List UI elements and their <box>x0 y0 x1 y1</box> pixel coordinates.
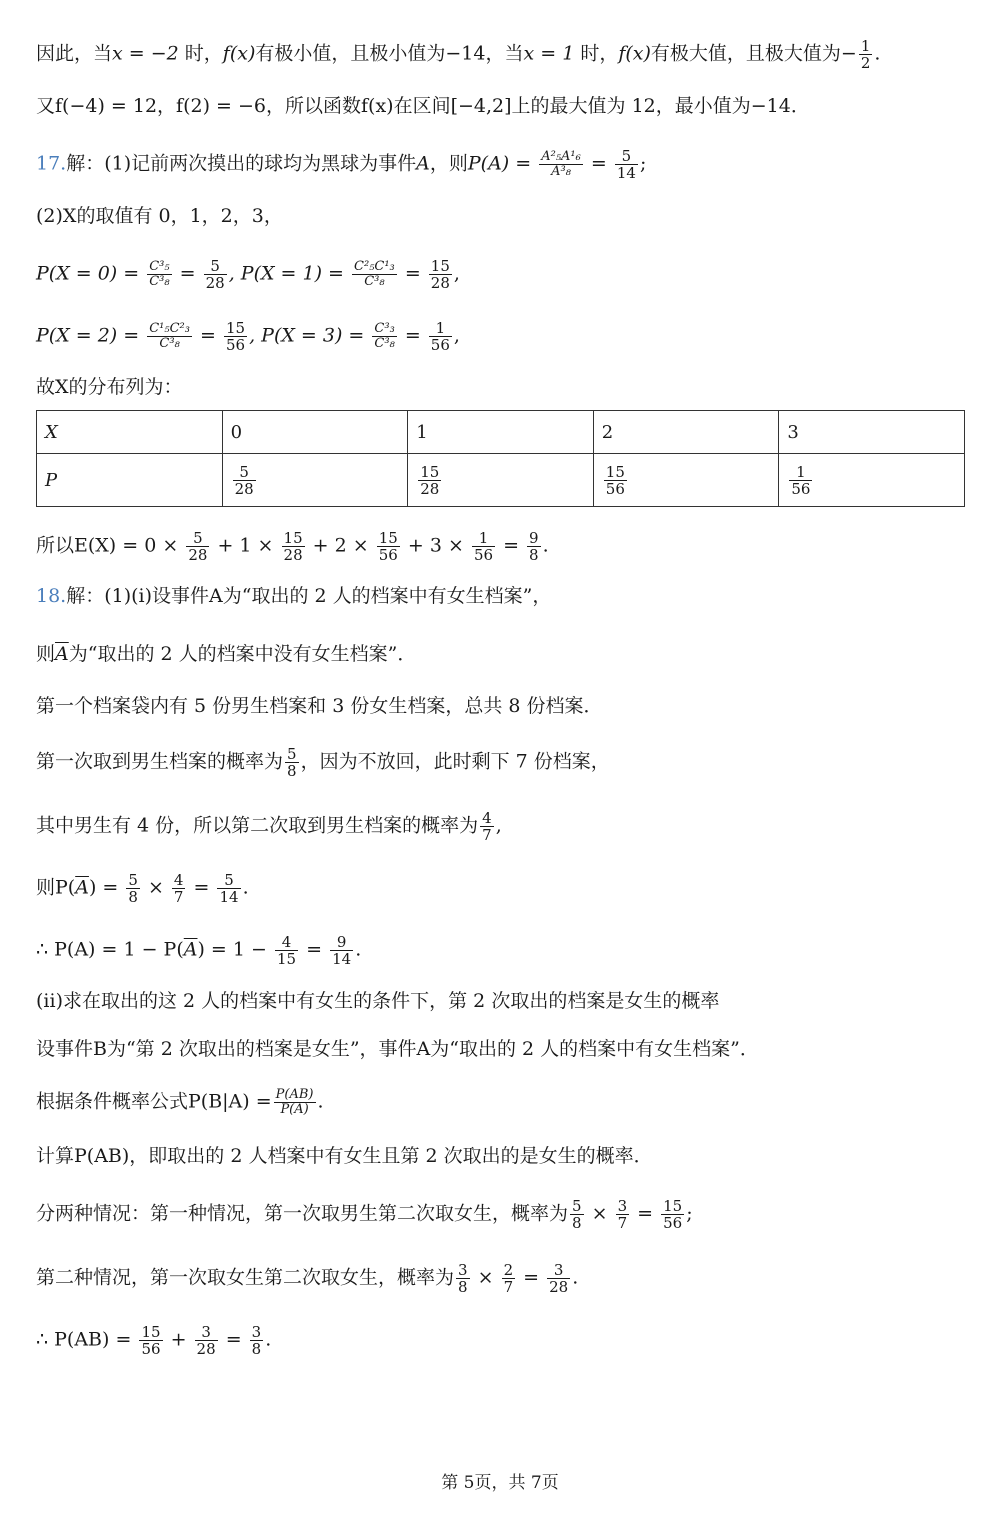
denominator: 15 <box>277 950 297 968</box>
numerator: 3 <box>547 1262 570 1279</box>
denominator: 28 <box>196 1340 216 1358</box>
line-px2-px3 <box>36 320 460 353</box>
denominator: 7 <box>482 826 492 844</box>
text: ，则 <box>429 152 468 175</box>
denominator: 56 <box>605 479 625 498</box>
fraction <box>285 746 299 779</box>
text: = <box>200 324 216 347</box>
numerator: 2 <box>503 1261 514 1279</box>
text: + <box>170 1328 187 1351</box>
fraction <box>139 1324 162 1357</box>
table-cell: 0 <box>222 411 408 454</box>
line-first-draw <box>36 746 610 779</box>
math: $\overline{A}$ <box>75 876 89 899</box>
fraction <box>330 934 353 967</box>
question-number-17: 17. <box>36 152 67 175</box>
text: 则 <box>36 643 56 665</box>
denominator: C³₈ <box>159 336 180 351</box>
numerator: 9 <box>330 934 353 951</box>
line-p-ab <box>36 1324 271 1357</box>
math: x = 1 <box>523 42 575 65</box>
fraction <box>352 260 397 289</box>
fraction <box>377 530 400 563</box>
denominator: 56 <box>663 1214 683 1232</box>
fraction <box>539 150 583 179</box>
fraction <box>616 1198 630 1231</box>
fraction <box>282 530 305 563</box>
numerator: 4 <box>173 871 184 889</box>
numerator: 3 <box>458 1261 468 1279</box>
fraction <box>186 530 209 563</box>
fraction <box>147 260 171 289</box>
text: , <box>453 262 460 285</box>
numerator: 15 <box>663 1197 683 1215</box>
numerator: C³₃ <box>374 321 395 336</box>
numerator: 5 <box>128 871 138 889</box>
denominator: C³₈ <box>374 336 395 351</box>
math: P(A) = <box>467 152 532 175</box>
denominator: 28 <box>188 546 208 564</box>
text: ; <box>686 1202 693 1225</box>
text: . <box>542 534 549 557</box>
table-cell: 2 <box>593 411 779 454</box>
numerator: 1 <box>472 530 495 547</box>
text: ∴ P(AB) = <box>36 1328 132 1351</box>
text: 第二种情况，第一次取女生第二次取女生，概率为 <box>36 1266 455 1289</box>
fraction <box>147 322 192 351</box>
text: . <box>874 42 881 65</box>
fraction <box>195 1324 218 1357</box>
math: f(x) <box>618 42 651 65</box>
denominator: P(A) <box>280 1102 309 1117</box>
denominator: 2 <box>860 54 871 72</box>
denominator: 7 <box>173 888 184 906</box>
text: 分两种情况：第一种情况，第一次取男生第二次取女生，概率为 <box>36 1202 569 1225</box>
numerator: 1 <box>789 464 812 481</box>
denominator: 56 <box>473 546 494 564</box>
text: 因此，当 <box>36 42 113 65</box>
denominator: 7 <box>617 1214 628 1232</box>
numerator: 5 <box>186 530 209 547</box>
numerator: 3 <box>195 1324 218 1341</box>
line-case-two <box>36 1262 578 1295</box>
fraction <box>233 464 256 497</box>
numerator: 15 <box>420 462 440 481</box>
fraction <box>250 1324 264 1357</box>
text: ∴ P(A) = 1 − P( <box>36 938 184 961</box>
fraction <box>126 872 140 905</box>
text: ) = 1 − <box>197 938 267 961</box>
text: + 2 × <box>312 534 369 557</box>
math: P(X = 0) = <box>36 262 140 285</box>
text: 则P( <box>36 876 76 899</box>
math: $\overline{A}$ <box>55 643 69 665</box>
line-px0-px1 <box>36 258 460 291</box>
numerator: 1 <box>429 320 452 337</box>
text: × <box>477 1266 494 1289</box>
text: 解：(1)(i)设事件A为“取出的 2 人的档案中有女生档案”， <box>66 585 552 607</box>
numerator: 5 <box>217 872 240 889</box>
fraction <box>527 530 541 563</box>
text: 所以E(X) = 0 × <box>36 534 179 557</box>
math: , P(X = 1) = <box>228 262 344 285</box>
denominator: 28 <box>430 274 450 292</box>
text: . <box>242 876 249 899</box>
numerator: 3 <box>251 1323 262 1341</box>
table-row <box>37 454 965 507</box>
table-cell: P <box>37 454 223 507</box>
text: + 1 × <box>217 534 274 557</box>
fraction <box>502 1262 516 1295</box>
fraction <box>615 148 638 181</box>
denominator: 56 <box>791 479 811 498</box>
numerator: 15 <box>430 257 450 275</box>
text: 其中男生有 4 份，所以第二次取到男生档案的概率为 <box>36 814 479 837</box>
denominator: 56 <box>378 546 398 564</box>
denominator: 14 <box>219 888 239 906</box>
fraction <box>472 530 495 563</box>
text: , <box>453 324 460 347</box>
denominator: 28 <box>283 546 303 564</box>
math: P(X = 2) = <box>36 324 140 347</box>
text: = <box>179 262 196 285</box>
numerator: 15 <box>141 1323 161 1341</box>
denominator: 28 <box>205 274 225 292</box>
math: $\overline{A}$ <box>183 938 198 961</box>
text: = <box>523 1266 540 1289</box>
numerator: 5 <box>572 1197 582 1215</box>
denominator: 56 <box>430 336 450 354</box>
line-expectation <box>36 530 549 563</box>
text: 第一次取到男生档案的概率为 <box>36 750 284 773</box>
math: , P(X = 3) = <box>249 324 365 347</box>
fraction <box>275 934 298 967</box>
text: . <box>317 1090 324 1113</box>
fraction <box>217 872 240 905</box>
text: , <box>495 814 502 837</box>
numerator: 4 <box>275 934 298 951</box>
denominator: C³₈ <box>149 274 170 289</box>
text: = <box>404 324 421 347</box>
table-cell: 1 <box>408 411 594 454</box>
table-cell <box>593 454 779 507</box>
fraction <box>172 872 186 905</box>
numerator: 5 <box>233 464 256 481</box>
question-number-18: 18. <box>36 585 67 607</box>
denominator: 7 <box>503 1278 514 1296</box>
line-event-b: 设事件B为“第 2 次取出的档案是女生”，事件A为“取出的 2 人的档案中有女生档案”． <box>36 1038 759 1060</box>
text: × <box>147 876 164 899</box>
numerator: 5 <box>204 258 227 275</box>
math: A <box>416 152 430 175</box>
denominator: 14 <box>616 164 636 182</box>
text: = <box>590 152 607 175</box>
fraction <box>789 464 812 497</box>
fraction <box>372 322 396 351</box>
numerator: C¹₅C²₃ <box>149 321 190 336</box>
numerator: P(AB) <box>275 1087 314 1102</box>
fraction <box>547 1262 570 1295</box>
line-q17-part2: (2)X的取值有 0，1，2，3， <box>36 205 283 227</box>
line-q18-intro <box>36 583 551 609</box>
text: 有极大值，且极大值为− <box>650 42 857 65</box>
math: f(x) <box>222 42 256 65</box>
fraction <box>661 1198 684 1231</box>
denominator: 8 <box>529 546 539 564</box>
denominator: 8 <box>128 888 138 906</box>
line-complement-event <box>36 641 416 667</box>
table-cell <box>222 454 408 507</box>
fraction <box>859 38 873 71</box>
numerator: C²₅C¹₃ <box>354 259 395 274</box>
line-case-one <box>36 1198 693 1231</box>
numerator: 1 <box>860 37 871 55</box>
numerator: 15 <box>283 529 303 547</box>
fraction <box>604 464 627 497</box>
fraction <box>224 320 247 353</box>
distribution-table <box>36 410 965 507</box>
text: 解：(1)记前两次摸出的球均为黑球为事件 <box>66 152 417 175</box>
text: = <box>225 1328 242 1351</box>
denominator: 8 <box>572 1214 582 1232</box>
numerator: 9 <box>529 529 539 547</box>
fraction <box>456 1262 470 1295</box>
text: . <box>572 1266 579 1289</box>
page-footer: 第 5页，共 7页 <box>441 1473 559 1493</box>
line-part-ii: (ii)求在取出的这 2 人的档案中有女生的条件下，第 2 次取出的档案是女生的概率 <box>36 990 720 1012</box>
fraction <box>480 810 494 843</box>
line-folder-contents: 第一个档案袋内有 5 份男生档案和 3 份女生档案，总共 8 份档案． <box>36 695 603 717</box>
text: = <box>503 534 519 557</box>
denominator: 28 <box>420 479 440 498</box>
text: = <box>404 262 421 285</box>
text: ; <box>639 152 647 175</box>
denominator: 8 <box>458 1278 468 1296</box>
fraction <box>429 258 452 291</box>
denominator: C³₈ <box>364 274 385 289</box>
table-row <box>37 411 965 454</box>
fraction <box>204 258 227 291</box>
text: = <box>306 938 323 961</box>
numerator: 15 <box>605 462 625 481</box>
line-max-min: 又f(−4) = 12，f(2) = −6，所以函数f(x)在区间[−4,2]上的最大值为 12，最小值为−14． <box>36 95 810 117</box>
denominator: 56 <box>141 1340 161 1358</box>
table-cell <box>779 454 965 507</box>
text: × <box>591 1202 608 1225</box>
line-compute-pab: 计算P(AB)，即取出的 2 人档案中有女生且第 2 次取出的是女生的概率． <box>36 1145 653 1167</box>
line-extremum <box>36 38 880 71</box>
fraction <box>418 464 441 497</box>
table-cell: X <box>37 411 223 454</box>
numerator: 5 <box>287 745 297 763</box>
fraction <box>570 1198 584 1231</box>
numerator: 15 <box>226 319 246 337</box>
text: + 3 × <box>407 534 464 557</box>
text: ，因为不放回，此时剩下 7 份档案， <box>300 750 610 773</box>
numerator: C³₅ <box>149 259 170 274</box>
text: . <box>355 938 362 961</box>
text: 时， <box>178 42 223 65</box>
line-conditional-formula <box>36 1088 324 1117</box>
fraction <box>429 320 452 353</box>
text: = <box>637 1202 654 1225</box>
math: x = −2 <box>112 42 179 65</box>
numerator: 3 <box>617 1197 628 1215</box>
line-q17-part1 <box>36 148 646 181</box>
text: ) = <box>88 876 119 899</box>
text: 有极小值，且极小值为−14，当 <box>255 42 524 65</box>
line-second-draw <box>36 810 502 843</box>
text: . <box>265 1328 272 1351</box>
denominator: 56 <box>226 336 246 354</box>
denominator: 8 <box>287 762 297 780</box>
table-cell: 3 <box>779 411 965 454</box>
denominator: 14 <box>332 950 352 968</box>
fraction <box>274 1088 316 1117</box>
numerator: 5 <box>615 148 638 165</box>
line-p-a <box>36 934 361 967</box>
text: 为“取出的 2 人的档案中没有女生档案”． <box>68 643 417 665</box>
text: 根据条件概率公式P(B|A) = <box>36 1090 272 1113</box>
denominator: A³₈ <box>551 164 571 179</box>
numerator: A²₅A¹₆ <box>541 149 581 164</box>
text: 时， <box>574 42 619 65</box>
table-cell <box>408 454 594 507</box>
line-distribution-intro: 故X的分布列为： <box>36 376 183 398</box>
denominator: 28 <box>549 1278 569 1296</box>
line-p-not-a <box>36 872 249 905</box>
denominator: 28 <box>234 479 254 498</box>
denominator: 8 <box>251 1340 262 1358</box>
numerator: 15 <box>378 529 398 547</box>
numerator: 4 <box>482 809 492 827</box>
text: = <box>193 876 210 899</box>
